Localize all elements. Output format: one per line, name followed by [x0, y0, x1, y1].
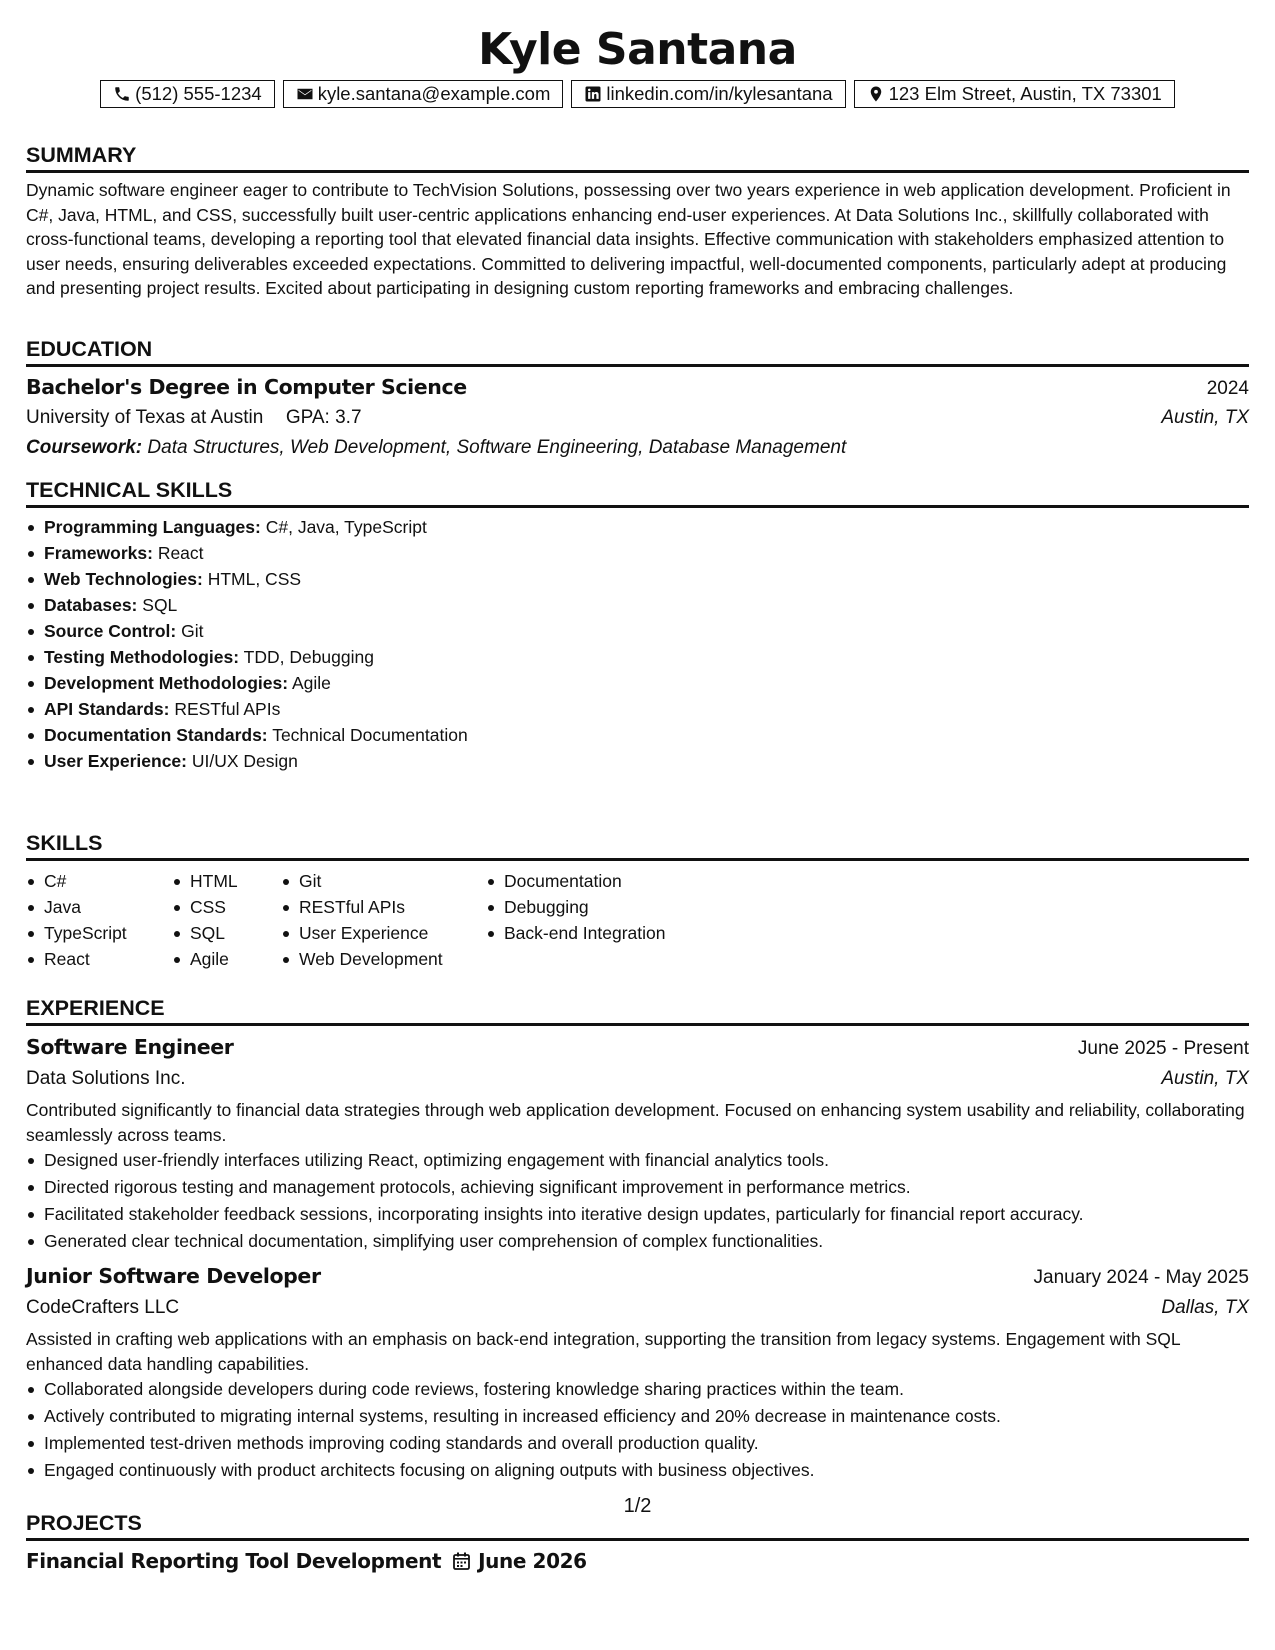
company-name: CodeCrafters LLC — [26, 1297, 180, 1318]
job-location: Dallas, TX — [1161, 1297, 1249, 1318]
summary-text: Dynamic software engineer eager to contribute to TechVision Solutions, possessing over two years experience in web application development. Proficient in C#, Java, HTML, and CSS, successfully built user-centric applications enhancing end-user experiences. At Data Solutions Inc., skillfully collaborated with cross-functional teams, developing a reporting tool that elevated financial data insights. Effective communication with stakeholders emphasized attention to user needs, ensuring deliverables exceeded expectations. Committed to delivering impactful, well-documented components, particularly adept at producing and presenting project results. Excited about participating in designing custom reporting frameworks and embracing challenges. — [26, 180, 1231, 298]
list-item: C# — [44, 868, 172, 894]
project-entry — [26, 1549, 1249, 1573]
list-item: Web Development — [299, 946, 486, 972]
technical-skills-list — [26, 514, 1249, 774]
list-item: Facilitated stakeholder feedback sessions, incorporating insights into iterative design updates, particularly for financial report accuracy. — [44, 1201, 1249, 1228]
list-item: Designed user-friendly interfaces utilizing React, optimizing engagement with financial analytics tools. — [44, 1147, 1249, 1174]
envelope-icon — [296, 85, 314, 103]
technical-skills-section — [26, 477, 1249, 774]
coursework-label: Coursework: — [26, 437, 143, 458]
phone-icon — [113, 85, 131, 103]
list-item: Documentation — [504, 868, 666, 894]
job-bullets — [26, 1147, 1249, 1255]
section-heading: TECHNICAL SKILLS — [26, 477, 1249, 508]
email-text: kyle.santana@example.com — [317, 83, 551, 104]
project-name: Financial Reporting Tool Development — [26, 1549, 442, 1573]
section-heading: EDUCATION — [26, 336, 1249, 367]
job-summary: Assisted in crafting web applications with an emphasis on back-end integration, supporting the transition from legacy systems. Engagement with SQL enhanced data handling capabilities. — [26, 1329, 1180, 1374]
list-item: Debugging — [504, 894, 666, 920]
skills-column — [26, 868, 172, 972]
list-item: Programming Languages: C#, Java, TypeScript — [44, 514, 1249, 540]
list-item: CSS — [190, 894, 281, 920]
gpa: GPA: 3.7 — [285, 407, 362, 428]
summary-section — [26, 142, 1249, 301]
skills-section — [26, 830, 1249, 972]
list-item: Collaborated alongside developers during code reviews, fostering knowledge sharing practices within the team. — [44, 1376, 1249, 1403]
list-item: API Standards: RESTful APIs — [44, 696, 1249, 722]
list-item: TypeScript — [44, 920, 172, 946]
list-item: HTML — [190, 868, 281, 894]
section-heading: EXPERIENCE — [26, 995, 1249, 1026]
list-item: Frameworks: React — [44, 540, 1249, 566]
address-contact — [854, 80, 1175, 108]
list-item: Actively contributed to migrating internal systems, resulting in increased efficiency and 20% decrease in maintenance costs. — [44, 1403, 1249, 1430]
phone-contact[interactable] — [100, 80, 275, 108]
skills-column — [486, 868, 666, 972]
job-summary: Contributed significantly to financial data strategies through web application development. Focused on enhancing system usability and reliability, collaborating seamlessly across teams. — [26, 1100, 1245, 1145]
list-item: React — [44, 946, 172, 972]
list-item: Source Control: Git — [44, 618, 1249, 644]
list-item: Development Methodologies: Agile — [44, 670, 1249, 696]
job-dates: June 2025 - Present — [1077, 1038, 1249, 1059]
list-item: Back-end Integration — [504, 920, 666, 946]
calendar-icon — [453, 1552, 470, 1570]
list-item: Git — [299, 868, 486, 894]
linkedin-text: linkedin.com/in/kylesantana — [606, 83, 833, 104]
education-section — [26, 336, 1249, 463]
company-name: Data Solutions Inc. — [26, 1068, 186, 1089]
job-entry — [26, 1032, 1249, 1255]
list-item: User Experience — [299, 920, 486, 946]
list-item: Directed rigorous testing and management protocols, achieving significant improvement in performance metrics. — [44, 1174, 1249, 1201]
list-item: SQL — [190, 920, 281, 946]
list-item: Implemented test-driven methods improving coding standards and overall production quality. — [44, 1430, 1249, 1457]
list-item: Engaged continuously with product architects focusing on aligning outputs with business objectives. — [44, 1457, 1249, 1484]
skills-grid — [26, 868, 1249, 972]
experience-section — [26, 995, 1249, 1484]
skills-column — [281, 868, 486, 972]
list-item: Databases: SQL — [44, 592, 1249, 618]
linkedin-contact[interactable] — [571, 80, 845, 108]
list-item: Testing Methodologies: TDD, Debugging — [44, 644, 1249, 670]
list-item: Documentation Standards: Technical Documentation — [44, 722, 1249, 748]
email-contact[interactable] — [283, 80, 564, 108]
address-text: 123 Elm Street, Austin, TX 73301 — [888, 83, 1162, 104]
page-number: 1/2 — [623, 1495, 652, 1517]
section-heading: PROJECTS — [26, 1510, 1249, 1541]
list-item: User Experience: UI/UX Design — [44, 748, 1249, 774]
degree-title: Bachelor's Degree in Computer Science — [26, 375, 467, 399]
list-item: Generated clear technical documentation, simplifying user comprehension of complex functionalities. — [44, 1228, 1249, 1255]
section-heading: SKILLS — [26, 830, 1249, 861]
section-heading: SUMMARY — [26, 142, 1249, 173]
job-entry — [26, 1261, 1249, 1484]
job-location: Austin, TX — [1161, 1068, 1249, 1089]
projects-section — [26, 1510, 1249, 1573]
project-date-text: June 2026 — [478, 1549, 587, 1573]
phone-text: (512) 555-1234 — [135, 83, 262, 104]
linkedin-icon — [584, 85, 602, 103]
list-item: Agile — [190, 946, 281, 972]
graduation-year: 2024 — [1206, 378, 1249, 399]
project-date — [453, 1549, 587, 1573]
skills-column — [172, 868, 281, 972]
list-item: RESTful APIs — [299, 894, 486, 920]
coursework-list: Data Structures, Web Development, Software Engineering, Database Management — [147, 437, 847, 458]
list-item: Web Technologies: HTML, CSS — [44, 566, 1249, 592]
contact-row — [0, 80, 1275, 108]
job-title: Junior Software Developer — [26, 1264, 321, 1288]
coursework — [26, 433, 1249, 463]
job-dates: January 2024 - May 2025 — [1033, 1267, 1249, 1288]
job-title: Software Engineer — [26, 1035, 234, 1059]
map-marker-icon — [867, 85, 885, 103]
list-item: Java — [44, 894, 172, 920]
school-name: University of Texas at Austin — [26, 407, 264, 428]
job-bullets — [26, 1376, 1249, 1484]
school-location: Austin, TX — [1161, 407, 1249, 428]
candidate-name: Kyle Santana — [478, 24, 797, 75]
